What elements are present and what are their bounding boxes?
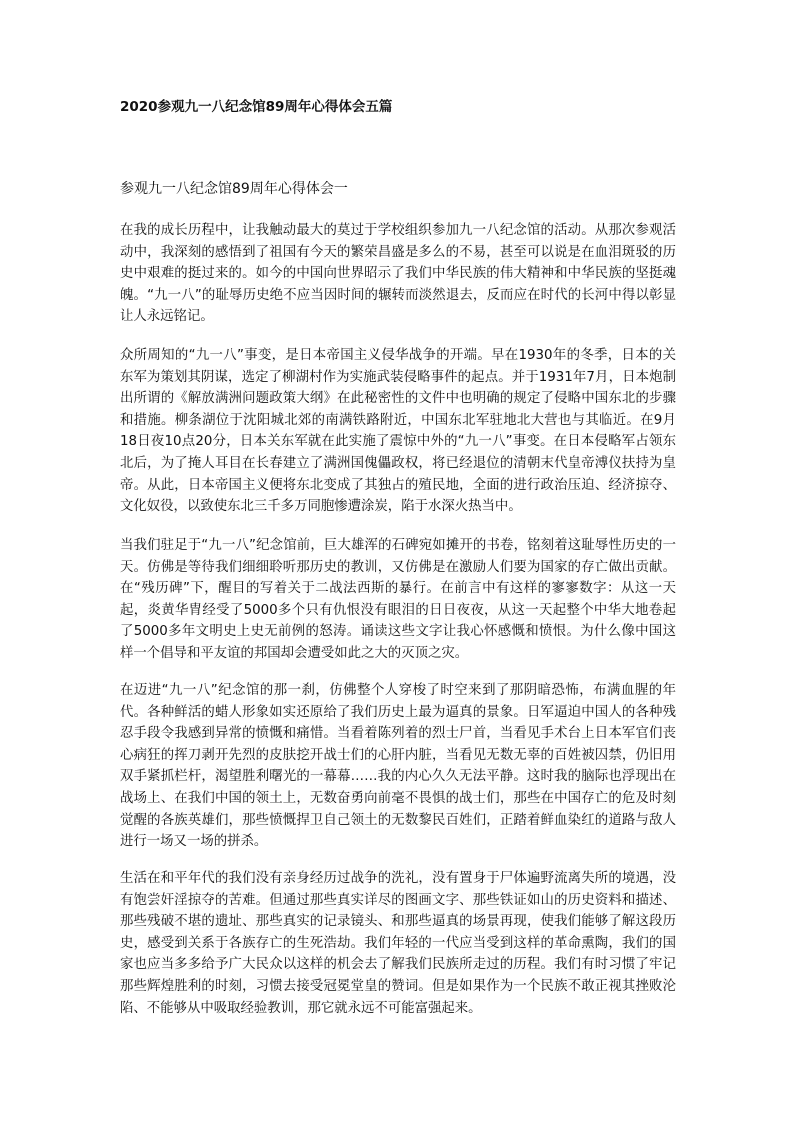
paragraph-3: 当我们驻足于“九一八”纪念馆前，巨大雄浑的石碑宛如摊开的书卷，铭刻着这耻辱性历史的一天。仿佛是等待我们细细聆听那历史的教训，又仿佛是在激励人们要为国家的存亡做出贡献。在“残历碑”下，醒目的写着关于二战法西斯的暴行。在前言中有这样的寥寥数字：从这一天起，炎黄华胄经受了5000多个只有仇恨没有眼泪的日日夜夜，从这一天起整个中华大地卷起了5000多年文明史上史无前例的怒涛。诵读这些文字让我心怀感慨和愤恨。为什么像中国这样一个倡导和平友谊的邦国却会遭受如此之大的灭顶之灾。 [120,538,676,661]
section-heading: 参观九一八纪念馆89周年心得体会一 [120,181,348,197]
document-title: 2020参观九一八纪念馆89周年心得体会五篇 [120,99,393,115]
paragraph-2: 众所周知的“九一八”事变，是日本帝国主义侵华战争的开端。早在1930年的冬季，日本的关东军为策划其阴谋，选定了柳湖村作为实施武装侵略事件的起点。并于1931年7月，日本炮制出所谓的《解放满洲问题政策大纲》在此秘密性的文件中也明确的规定了侵略中国东北的步骤和措施。柳条湖位于沈阳城北郊的南满铁路附近，中国东北军驻地北大营也与其临近。在9月18日夜10点20分，日本关东军就在此实施了震惊中外的“九一八”事变。在日本侵略军占领东北后，为了掩人耳目在长春建立了满洲国傀儡政权，将已经退位的清朝末代皇帝溥仪扶持为皇帝。从此，日本帝国主义便将东北变成了其独占的殖民地，全面的进行政治压迫、经济掠夺、文化奴役，以致使东北三千多万同胞惨遭涂炭，陷于水深火热当中。 [120,348,676,515]
paragraph-4: 在迈进“九一八”纪念馆的那一刹，仿佛整个人穿梭了时空来到了那阴暗恐怖，布满血腥的年代。各种鲜活的蜡人形象如实还原给了我们历史上最为逼真的景象。日军逼迫中国人的各种残忍手段令我感到异常的愤慨和痛惜。当看着陈列着的烈士尸首，当看见手术台上日本军官们丧心病狂的挥刀剥开先烈的皮肤挖开战士们的心肝内脏，当看见无数无辜的百姓被囚禁，仍旧用双手紧抓栏杆，渴望胜利曙光的一幕幕……我的内心久久无法平静。这时我的脑际也浮现出在战场上、在我们中国的领土上，无数奋勇向前毫不畏惧的战士们，那些在中国存亡的危及时刻觉醒的各族英雄们，那些愤慨捍卫自己领土的无数黎民百姓们，正踏着鲜血染红的道路与敌人进行一场又一场的拼杀。 [120,683,676,850]
paragraph-5: 生活在和平年代的我们没有亲身经历过战争的洗礼，没有置身于尸体遍野流离失所的境遇，没有饱尝奸淫掠夺的苦难。但通过那些真实详尽的图画文字、那些铁证如山的历史资料和描述、那些残破不堪的遗址、那些真实的记录镜头、和那些逼真的场景再现，使我们能够了解这段历史，感受到关系于各族存亡的生死浩劫。我们年轻的一代应当受到这样的革命熏陶，我们的国家也应当多多给予广大民众以这样的机会去了解我们民族所走过的历程。我们有时习惯了牢记那些辉煌胜利的时刻，习惯去接受冠冕堂皇的赞词。但是如果作为一个民族不敢正视其挫败沦陷、不能够从中吸取经验教训，那它就永远不可能富强起来。 [120,871,676,1016]
paragraph-1: 在我的成长历程中，让我触动最大的莫过于学校组织参加九一八纪念馆的活动。从那次参观活动中，我深刻的感悟到了祖国有今天的繁荣昌盛是多么的不易，甚至可以说是在血泪斑驳的历史中艰难的挺过来的。如今的中国向世界昭示了我们中华民族的伟大精神和中华民族的坚挺魂魄。“九一八”的耻辱历史绝不应当因时间的辗转而淡然退去，反而应在时代的长河中得以彰显让人永远铭记。 [120,223,676,325]
